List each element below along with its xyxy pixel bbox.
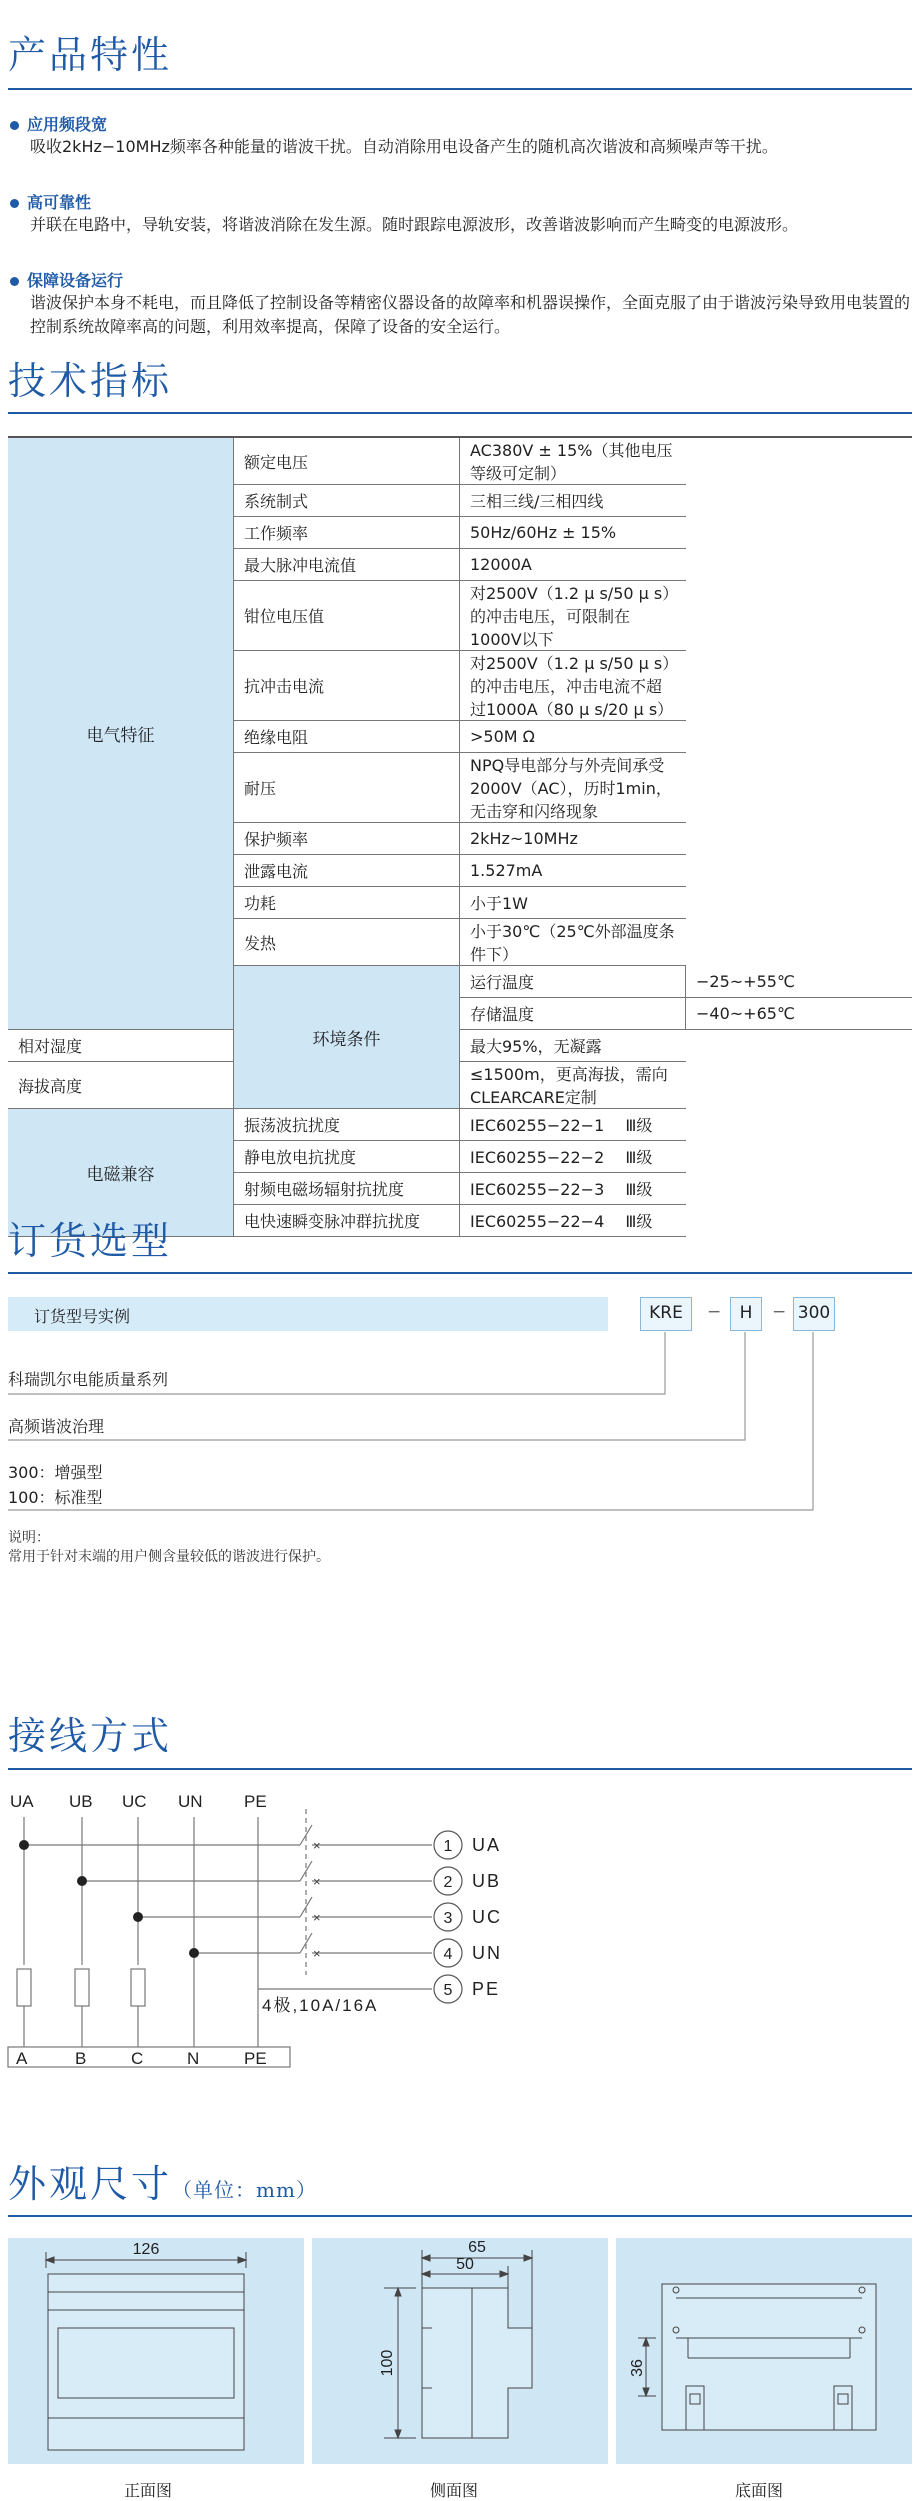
spec-value: 小于1W: [460, 887, 686, 919]
wire-top-label: UA: [10, 1792, 34, 1811]
spec-value: 1.527mA: [460, 855, 686, 887]
bullet-icon: [10, 121, 19, 130]
spec-value: 50Hz/60Hz ± 15%: [460, 517, 686, 549]
wire-bottom-label: B: [75, 2049, 87, 2068]
code-separator: −: [707, 1302, 722, 1322]
code-part-grade: 300: [793, 1297, 835, 1331]
spec-value: 最大95%，无凝露: [460, 1030, 686, 1062]
order-example-label: 订货型号实例: [34, 1307, 131, 1326]
switch-contact-mark: ×: [313, 1910, 321, 1925]
terminal-label: UB: [472, 1871, 502, 1891]
side-height-label: 100: [379, 2349, 396, 2377]
side-view-caption: 侧面图: [430, 2481, 479, 2500]
terminal-number: 3: [443, 1910, 453, 1927]
bullet-icon: [10, 277, 19, 286]
spec-name: 相对湿度: [8, 1030, 234, 1062]
spec-value: 对2500V（1.2 μ s/50 μ s）的冲击电压，可限制在1000V以下: [460, 581, 686, 651]
spec-name: 发热: [234, 919, 460, 966]
side-depth-total-label: 65: [468, 2239, 486, 2256]
wire-top-label: UB: [69, 1792, 93, 1811]
front-view-drawing: [8, 2238, 304, 2464]
section-rule: [8, 88, 912, 90]
terminal-label: UN: [472, 1943, 502, 1963]
feature-text: 并联在电路中，导轨安装，将谐波消除在发生源。随时跟踪电源波形，改善谐波影响而产生畸变的电源波形。: [30, 215, 799, 234]
spec-name: 保护频率: [234, 823, 460, 855]
spec-name: 绝缘电阻: [234, 721, 460, 753]
terminal-label: PE: [472, 1979, 501, 1999]
spec-name: 存储温度: [460, 998, 686, 1030]
terminal-number: 1: [443, 1838, 453, 1855]
switch-contact-mark: ×: [313, 1946, 321, 1961]
section-rule: [8, 412, 912, 414]
order-desc: 100：标准型: [8, 1488, 103, 1507]
spec-value: 小于30℃（25℃外部温度条件下）: [460, 919, 686, 966]
spec-name: 射频电磁场辐射抗扰度: [234, 1173, 460, 1205]
section-rule: [8, 1768, 912, 1770]
spec-category: 电气特征: [8, 438, 234, 1030]
order-note-text: 常用于针对末端的用户侧含量较低的谐波进行保护。: [8, 1549, 330, 1565]
wire-bottom-label: PE: [244, 2049, 267, 2068]
spec-name: 额定电压: [234, 438, 460, 485]
wire-bottom-label: C: [131, 2049, 144, 2068]
feature-item: [10, 190, 910, 237]
spec-name: 系统制式: [234, 485, 460, 517]
order-leader-lines: [0, 1330, 920, 1520]
side-view-panel: [312, 2238, 608, 2464]
feature-title: 应用频段宽: [27, 115, 108, 134]
wire-bottom-label: N: [187, 2049, 200, 2068]
bottom-view-drawing: [616, 2238, 912, 2464]
dimensions-title-text: 外观尺寸: [8, 2162, 173, 2206]
order-desc: 300：增强型: [8, 1463, 103, 1482]
fuse-icon: [17, 1969, 31, 2006]
spec-name: 最大脉冲电流值: [234, 549, 460, 581]
dimensions-unit: （单位：mm）: [172, 2178, 317, 2202]
terminal-number: 2: [443, 1874, 453, 1891]
spec-value: 12000A: [460, 549, 686, 581]
feature-item: [10, 112, 910, 159]
feature-title: 高可靠性: [27, 193, 92, 212]
order-example-bar: [8, 1297, 608, 1331]
spec-name: 电快速瞬变脉冲群抗扰度: [234, 1205, 460, 1237]
spec-table-wrap: [8, 436, 912, 1237]
spec-value: −25~+55℃: [686, 966, 913, 998]
wire-top-label: PE: [244, 1792, 267, 1811]
spec-value: IEC60255−22−3 Ⅲ级: [460, 1173, 686, 1205]
bottom-view-caption: 底面图: [735, 2481, 784, 2500]
junction-dot: [189, 1948, 199, 1958]
front-view-caption: 正面图: [124, 2481, 173, 2500]
spec-value: 三相三线/三相四线: [460, 485, 686, 517]
leader-line-grade: [8, 1332, 813, 1510]
spec-value: ≤1500m，更高海拔，需向CLEARCARE定制: [460, 1062, 686, 1109]
wiring-diagram: [0, 1785, 920, 2075]
section-rule: [8, 1272, 912, 1274]
spec-name: 振荡波抗扰度: [234, 1109, 460, 1141]
spec-name: 钳位电压值: [234, 581, 460, 651]
spec-category: 电磁兼容: [8, 1109, 234, 1237]
wire-top-label: UC: [122, 1792, 147, 1811]
spec-value: IEC60255−22−1 Ⅲ级: [460, 1109, 686, 1141]
feature-text: 谐波保护本身不耗电，而且降低了控制设备等精密仪器设备的故障率和机器误操作，全面克服了由于谐波污染导致用电装置的控制系统故障率高的问题，利用效率提高，保障了设备的安全运行。: [30, 293, 911, 336]
spec-name: 泄露电流: [234, 855, 460, 887]
spec-name: 抗冲击电流: [234, 651, 460, 721]
switch-contact-mark: ×: [313, 1838, 321, 1853]
feature-item: [10, 268, 910, 339]
spec-name: 工作频率: [234, 517, 460, 549]
terminal-number: 5: [443, 1982, 453, 1999]
bullet-icon: [10, 199, 19, 208]
junction-dot: [77, 1876, 87, 1886]
feature-title: 保障设备运行: [27, 271, 124, 290]
spec-value: −40~+65℃: [686, 998, 913, 1030]
specs-title: 技术指标: [8, 359, 173, 403]
front-width-label: 126: [132, 2241, 160, 2258]
features-title: 产品特性: [8, 33, 173, 77]
spec-value: IEC60255−22−2 Ⅲ级: [460, 1141, 686, 1173]
spec-name: 运行温度: [460, 966, 686, 998]
order-desc: 科瑞凯尔电能质量系列: [8, 1370, 169, 1389]
bottom-view-panel: [616, 2238, 912, 2464]
front-view-panel: [8, 2238, 304, 2464]
terminal-label: UA: [472, 1835, 502, 1855]
code-part-series: KRE: [640, 1297, 692, 1331]
junction-dot: [19, 1840, 29, 1850]
wire-top-label: UN: [178, 1792, 203, 1811]
ordering-title: 订货选型: [8, 1219, 173, 1263]
junction-dot: [133, 1912, 143, 1922]
feature-text: 吸收2kHz−10MHz频率各种能量的谐波干扰。自动消除用电设备产生的随机高次谐波和高频噪声等干扰。: [30, 137, 778, 156]
side-depth-inner-label: 50: [456, 2256, 474, 2273]
spec-value: 2kHz~10MHz: [460, 823, 686, 855]
spec-name: 静电放电抗扰度: [234, 1141, 460, 1173]
spec-name: 海拔高度: [8, 1062, 234, 1109]
section-rule: [8, 2215, 912, 2217]
spec-value: NPQ导电部分与外壳间承受2000V（AC），历时1min，无击穿和闪络现象: [460, 753, 686, 823]
fuse-icon: [75, 1969, 89, 2006]
fuse-icon: [131, 1969, 145, 2006]
spec-name: 耐压: [234, 753, 460, 823]
wiring-title: 接线方式: [8, 1714, 173, 1758]
spec-value: IEC60255−22−4 Ⅲ级: [460, 1205, 686, 1237]
side-view-drawing: [312, 2238, 608, 2464]
code-separator: −: [772, 1302, 787, 1322]
dimensions-title: [8, 2153, 317, 2208]
spec-value: >50M Ω: [460, 721, 686, 753]
order-note-title: 说明：: [8, 1530, 50, 1546]
switch-contact-mark: ×: [313, 1874, 321, 1889]
bottom-height-label: 36: [629, 2359, 646, 2377]
breaker-note: 4极,10A/16A: [262, 1996, 379, 2015]
spec-category: 环境条件: [234, 966, 460, 1109]
spec-value: 对2500V（1.2 μ s/50 μ s）的冲击电压，冲击电流不超过1000A（80 μ s/20 μ s）: [460, 651, 686, 721]
terminal-label: UC: [472, 1907, 502, 1927]
spec-value: AC380V ± 15%（其他电压等级可定制）: [460, 438, 686, 485]
spec-table: [8, 438, 912, 1237]
order-desc: 高频谐波治理: [8, 1417, 105, 1436]
spec-name: 功耗: [234, 887, 460, 919]
wire-bottom-label: A: [16, 2049, 28, 2068]
terminal-number: 4: [443, 1946, 453, 1963]
code-part-type: H: [730, 1297, 762, 1331]
